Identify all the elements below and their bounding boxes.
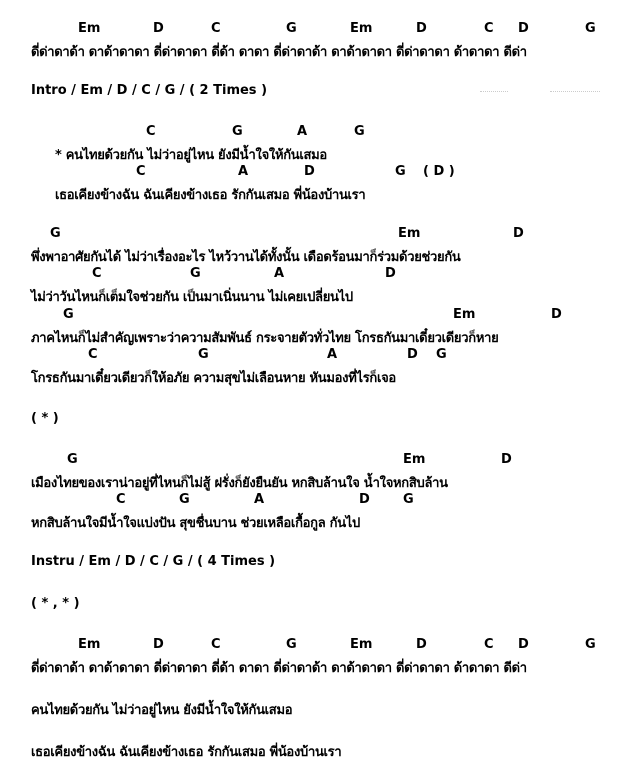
chorus-line-2: เธอเคียงข้างฉัน ฉันเคียงข้างเธอ รักกันเสมอ พี่น้องบ้านเรา [55, 188, 366, 203]
chord: ( D ) [423, 164, 455, 179]
instru-label: Instru / Em / D / C / G / ( 4 Times ) [31, 554, 276, 569]
chord: G [198, 347, 209, 362]
chord: G [436, 347, 447, 362]
chord: D [416, 637, 427, 652]
repeat-chorus-twice-marker: ( * , * ) [31, 596, 80, 611]
chord: G [50, 226, 61, 241]
chord: C [136, 164, 146, 179]
chord: D [551, 307, 562, 322]
chord: Em [403, 452, 426, 467]
chord: D [385, 266, 396, 281]
chord: C [116, 492, 126, 507]
verse1-line-1: พึ่งพาอาศัยกันได้ ไม่ว่าเรื่องอะไร ไหว้วานได้ทั้งนั้น เดือดร้อนมาก็ร่วมด้วยช่วยกัน [31, 250, 461, 265]
chord: G [232, 124, 243, 139]
chord: D [359, 492, 370, 507]
chord: D [407, 347, 418, 362]
chord: G [179, 492, 190, 507]
chord: G [403, 492, 414, 507]
verse2-line-2: หกสิบล้านใจมีน้ำใจแบ่งปัน สุขชื่นบาน ช่วยเหลือเกื้อกูล กันไป [31, 516, 360, 531]
chord: D [518, 21, 529, 36]
chord: A [274, 266, 285, 281]
chord: Em [350, 637, 373, 652]
chord: G [585, 21, 596, 36]
chord: Em [350, 21, 373, 36]
faint-mark [480, 91, 508, 93]
faint-mark [550, 91, 600, 93]
chord: G [190, 266, 201, 281]
chord: C [484, 21, 494, 36]
verse1-line-3: ภาคไหนก็ไม่สำคัญเพราะว่าความสัมพันธ์ กระจายตัวทั่วไทย โกรธกันมาเดี๋ยวเดียวก็หาย [31, 331, 499, 346]
chord: C [92, 266, 102, 281]
chord: D [153, 21, 164, 36]
chord: A [297, 124, 308, 139]
intro-label: Intro / Em / D / C / G / ( 2 Times ) [31, 83, 268, 98]
chord: G [354, 124, 365, 139]
repeat-chorus-marker: ( * ) [31, 411, 59, 426]
opening-lyric: ดี่ด่าดาด้า ดาด้าดาดา ดี่ด่าดาดา ดี่ด้า ดาดา ดี่ด่าดาด้า ดาด้าดาดา ดี่ด่าดาดา ด้าดาดา ดีด่า [31, 45, 527, 60]
chord: G [585, 637, 596, 652]
chord: D [416, 21, 427, 36]
outro-line-2: คนไทยด้วยกัน ไม่ว่าอยู่ไหน ยังมีน้ำใจให้กันเสมอ [31, 703, 293, 718]
chord: Em [78, 637, 101, 652]
chord: D [513, 226, 524, 241]
verse2-line-1: เมืองไทยของเราน่าอยู่ที่ไหนก็ไม่สู้ ฝรั่งก็ยังยืนยัน หกสิบล้านใจ น้ำใจหกสิบล้าน [31, 476, 448, 491]
verse1-line-2: ไม่ว่าวันไหนก็เต็มใจช่วยกัน เป็นมาเนิ่นนาน ไม่เคยเปลี่ยนไป [31, 290, 353, 305]
chord: C [88, 347, 98, 362]
chord: C [484, 637, 494, 652]
chord: D [304, 164, 315, 179]
chord: A [327, 347, 338, 362]
chord: Em [398, 226, 421, 241]
verse1-line-4: โกรธกันมาเดี๋ยวเดียวก็ให้อภัย ความสุขไม่เลือนหาย หันมองที่ไรก็เจอ [31, 371, 396, 386]
chord: A [254, 492, 265, 507]
chord: D [518, 637, 529, 652]
outro-lyric: ดี่ด่าดาด้า ดาด้าดาดา ดี่ด่าดาดา ดี่ด้า ดาดา ดี่ด่าดาด้า ดาด้าดาดา ดี่ด่าดาดา ด้าดาดา ดีด่า [31, 661, 527, 676]
chord: Em [78, 21, 101, 36]
chord: G [286, 21, 297, 36]
chord: G [286, 637, 297, 652]
outro-line-3: เธอเคียงข้างฉัน ฉันเคียงข้างเธอ รักกันเสมอ พี่น้องบ้านเรา [31, 745, 342, 760]
chord: D [501, 452, 512, 467]
chord: A [238, 164, 249, 179]
chorus-line-1: * คนไทยด้วยกัน ไม่ว่าอยู่ไหน ยังมีน้ำใจให้กันเสมอ [55, 148, 327, 163]
chord: G [63, 307, 74, 322]
chord: C [211, 637, 221, 652]
chord: G [67, 452, 78, 467]
chord: D [153, 637, 164, 652]
chord: C [146, 124, 156, 139]
chord: G [395, 164, 406, 179]
chord: C [211, 21, 221, 36]
chord: Em [453, 307, 476, 322]
